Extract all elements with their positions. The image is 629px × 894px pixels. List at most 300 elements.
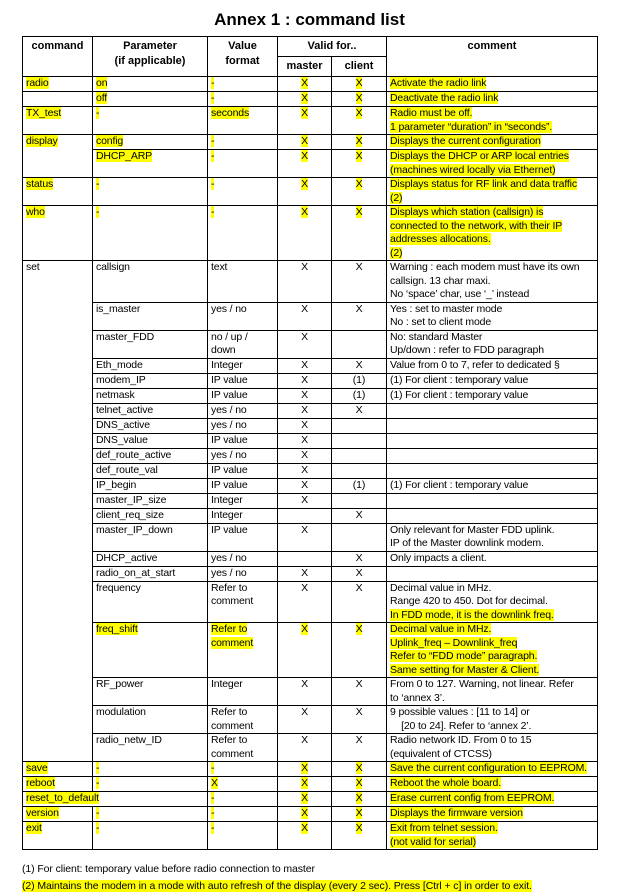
comment-cell <box>387 206 598 261</box>
client-line <box>335 678 383 692</box>
comment-cell <box>387 77 598 92</box>
client-line <box>335 150 383 164</box>
comment-line <box>390 692 594 706</box>
client-line <box>335 567 383 581</box>
master-cell <box>278 478 332 493</box>
client-text: X <box>356 92 363 104</box>
comment-cell <box>387 551 598 566</box>
command-line <box>26 762 89 776</box>
comment-text: addresses allocations. <box>390 233 491 245</box>
client-text: (1) <box>353 479 365 491</box>
master-text: X <box>301 762 308 774</box>
value-text: Refer to <box>211 582 247 594</box>
comment-line <box>390 331 594 345</box>
parameter-line <box>96 762 204 776</box>
value-line <box>211 734 274 748</box>
command-line <box>26 792 204 806</box>
value-text: Refer to <box>211 734 247 746</box>
comment-text: Same setting for Master & Client. <box>390 664 539 676</box>
value-cell <box>208 523 278 551</box>
master-text: X <box>301 479 308 491</box>
parameter-cell <box>93 478 208 493</box>
value-cell <box>208 433 278 448</box>
value-line <box>211 434 274 448</box>
comment-text: Displays the firmware version <box>390 807 523 819</box>
value-text: comment <box>211 720 253 732</box>
table-row <box>23 807 598 822</box>
parameter-line <box>96 359 204 373</box>
value-line <box>211 135 274 149</box>
master-line <box>281 92 328 106</box>
client-text: X <box>356 792 363 804</box>
master-cell <box>278 807 332 822</box>
master-line <box>281 150 328 164</box>
comment-cell <box>387 373 598 388</box>
comment-cell <box>387 706 598 734</box>
value-line <box>211 404 274 418</box>
value-line <box>211 762 274 776</box>
value-line <box>211 77 274 91</box>
master-cell <box>278 508 332 523</box>
client-cell <box>332 508 387 523</box>
value-text: Integer <box>211 494 243 506</box>
comment-text: (1) For client : temporary value <box>390 374 528 386</box>
master-line <box>281 582 328 596</box>
comment-line <box>390 135 594 149</box>
parameter-text: - <box>96 107 99 119</box>
client-line <box>335 135 383 149</box>
client-text: X <box>356 303 363 315</box>
master-cell <box>278 706 332 734</box>
value-cell <box>208 77 278 92</box>
client-cell <box>332 178 387 206</box>
parameter-line <box>96 777 204 791</box>
master-text: X <box>301 331 308 343</box>
master-text: X <box>301 524 308 536</box>
parameter-line <box>96 567 204 581</box>
master-text: X <box>301 107 308 119</box>
value-line <box>211 374 274 388</box>
value-line <box>211 706 274 720</box>
parameter-line <box>96 822 204 836</box>
comment-text: From 0 to 127. Warning, not linear. Refer <box>390 678 574 690</box>
header-value-line2: format <box>211 54 274 69</box>
master-cell <box>278 623 332 678</box>
command-text: TX_test <box>26 107 61 119</box>
master-cell <box>278 302 332 330</box>
value-line <box>211 678 274 692</box>
value-cell <box>208 493 278 508</box>
client-line <box>335 389 383 403</box>
parameter-line <box>96 678 204 692</box>
command-line <box>26 178 89 192</box>
master-cell <box>278 135 332 150</box>
parameter-line <box>96 449 204 463</box>
comment-line <box>390 664 594 678</box>
parameter-cell <box>93 463 208 478</box>
comment-cell <box>387 822 598 850</box>
client-text: X <box>356 509 363 521</box>
command-text: version <box>26 807 59 819</box>
value-cell <box>208 330 278 358</box>
parameter-cell <box>93 807 208 822</box>
table-row <box>23 478 598 493</box>
value-line <box>211 206 274 220</box>
master-cell <box>278 358 332 373</box>
master-text: X <box>301 582 308 594</box>
client-text: X <box>356 582 363 594</box>
command-cell <box>23 107 93 135</box>
parameter-text: - <box>96 807 99 819</box>
value-line <box>211 464 274 478</box>
comment-text: Radio must be off. <box>390 107 472 119</box>
parameter-cell <box>93 734 208 762</box>
value-line <box>211 595 274 609</box>
parameter-line <box>96 494 204 508</box>
comment-line <box>390 344 594 358</box>
parameter-cell <box>93 777 208 792</box>
value-text: - <box>211 807 214 819</box>
master-line <box>281 623 328 637</box>
client-text: (1) <box>353 389 365 401</box>
comment-line <box>390 678 594 692</box>
value-line <box>211 748 274 762</box>
master-cell <box>278 330 332 358</box>
value-line <box>211 331 274 345</box>
command-text: status <box>26 178 53 190</box>
value-text: yes / no <box>211 449 247 461</box>
master-text: X <box>301 77 308 89</box>
comment-line <box>390 479 594 493</box>
table-row <box>23 178 598 206</box>
value-cell <box>208 135 278 150</box>
value-cell <box>208 373 278 388</box>
client-line <box>335 509 383 523</box>
table-row <box>23 358 598 373</box>
client-text: X <box>356 77 363 89</box>
comment-line <box>390 164 594 178</box>
parameter-line <box>96 150 204 164</box>
parameter-line <box>96 419 204 433</box>
parameter-cell <box>93 388 208 403</box>
master-text: X <box>301 135 308 147</box>
value-text: - <box>211 150 214 162</box>
value-cell <box>208 777 278 792</box>
table-row <box>23 566 598 581</box>
client-line <box>335 706 383 720</box>
value-text: IP value <box>211 374 248 386</box>
comment-text: Radio network ID. From 0 to 15 <box>390 734 531 746</box>
value-text: comment <box>211 595 253 607</box>
client-cell <box>332 822 387 850</box>
table-row <box>23 551 598 566</box>
value-line <box>211 107 274 121</box>
comment-line <box>390 836 594 850</box>
client-cell <box>332 706 387 734</box>
value-line <box>211 419 274 433</box>
comment-line <box>390 748 594 762</box>
master-cell <box>278 734 332 762</box>
master-text: X <box>301 678 308 690</box>
comment-line <box>390 288 594 302</box>
parameter-line <box>96 107 204 121</box>
parameter-cell <box>93 493 208 508</box>
comment-text: Deactivate the radio link <box>390 92 498 104</box>
master-text: X <box>301 359 308 371</box>
master-text: X <box>301 623 308 635</box>
master-line <box>281 807 328 821</box>
parameter-cell <box>93 330 208 358</box>
client-text: X <box>356 404 363 416</box>
comment-line <box>390 316 594 330</box>
master-line <box>281 261 328 275</box>
table-row <box>23 581 598 623</box>
table-row <box>23 463 598 478</box>
master-cell <box>278 418 332 433</box>
parameter-line <box>96 135 204 149</box>
comment-cell <box>387 388 598 403</box>
comment-text: Uplink_freq – Downlink_freq <box>390 637 517 649</box>
table-row <box>23 448 598 463</box>
master-line <box>281 479 328 493</box>
header-parameter-line1: Parameter <box>96 39 204 54</box>
parameter-cell <box>93 135 208 150</box>
master-cell <box>278 777 332 792</box>
value-line <box>211 344 274 358</box>
parameter-text: RF_power <box>96 678 143 690</box>
parameter-text: radio_netw_ID <box>96 734 162 746</box>
header-comment-label: comment <box>390 39 594 54</box>
comment-cell <box>387 433 598 448</box>
client-cell <box>332 261 387 303</box>
client-cell <box>332 807 387 822</box>
master-cell <box>278 261 332 303</box>
master-cell <box>278 403 332 418</box>
value-text: - <box>211 792 214 804</box>
master-cell <box>278 792 332 807</box>
comment-line <box>390 706 594 720</box>
parameter-line <box>96 706 204 720</box>
client-line <box>335 777 383 791</box>
parameter-text: Eth_mode <box>96 359 143 371</box>
parameter-cell <box>93 566 208 581</box>
comment-line <box>390 609 594 623</box>
table-row <box>23 302 598 330</box>
value-cell <box>208 762 278 777</box>
master-cell <box>278 566 332 581</box>
client-text: X <box>356 807 363 819</box>
parameter-cell <box>93 678 208 706</box>
comment-line <box>390 524 594 538</box>
comment-text: 1 parameter “duration” in “seconds”. <box>390 121 552 133</box>
comment-line <box>390 552 594 566</box>
value-line <box>211 552 274 566</box>
command-line <box>26 807 89 821</box>
value-text: Integer <box>211 678 243 690</box>
master-text: X <box>301 389 308 401</box>
footnotes <box>22 861 612 894</box>
value-text: - <box>211 135 214 147</box>
client-text: X <box>356 135 363 147</box>
command-text: exit <box>26 822 42 834</box>
command-text: set <box>26 261 40 273</box>
comment-text: Displays which station (callsign) is <box>390 206 543 218</box>
comment-cell <box>387 150 598 178</box>
value-line <box>211 792 274 806</box>
value-text: yes / no <box>211 567 247 579</box>
comment-line <box>390 77 594 91</box>
value-line <box>211 389 274 403</box>
comment-line <box>390 734 594 748</box>
master-cell <box>278 178 332 206</box>
parameter-text: DHCP_ARP <box>96 150 152 162</box>
value-text: IP value <box>211 479 248 491</box>
master-text: X <box>301 206 308 218</box>
value-text: X <box>211 777 218 789</box>
comment-cell <box>387 92 598 107</box>
table-row <box>23 107 598 135</box>
client-cell <box>332 77 387 92</box>
master-line <box>281 734 328 748</box>
parameter-line <box>96 807 204 821</box>
master-cell <box>278 678 332 706</box>
master-line <box>281 449 328 463</box>
client-cell <box>332 463 387 478</box>
header-master: master <box>278 57 332 77</box>
value-line <box>211 807 274 821</box>
comment-text: Range 420 to 450. Dot for decimal. <box>390 595 548 607</box>
client-cell <box>332 566 387 581</box>
parameter-text: master_FDD <box>96 331 154 343</box>
client-cell <box>332 388 387 403</box>
client-cell <box>332 150 387 178</box>
client-line <box>335 792 383 806</box>
table-header <box>23 37 598 77</box>
command-cell <box>23 178 93 206</box>
value-cell <box>208 706 278 734</box>
comment-text: [20 to 24]. Refer to ‘annex 2’. <box>390 720 531 732</box>
comment-line <box>390 374 594 388</box>
master-text: X <box>301 706 308 718</box>
footnote-2-text: (2) Maintains the modem in a mode with auto refresh of the display (every 2 sec). Press [Ctrl + c] in order to exit. <box>22 880 532 892</box>
table-row <box>23 135 598 150</box>
comment-text: Erase current config from EEPROM. <box>390 792 554 804</box>
comment-line <box>390 206 594 220</box>
client-line <box>335 807 383 821</box>
value-line <box>211 822 274 836</box>
comment-text: Displays the DHCP or ARP local entries <box>390 150 569 162</box>
value-line <box>211 479 274 493</box>
value-cell <box>208 92 278 107</box>
comment-cell <box>387 623 598 678</box>
value-text: - <box>211 77 214 89</box>
client-text: X <box>356 261 363 273</box>
client-cell <box>332 358 387 373</box>
parameter-cell <box>93 551 208 566</box>
client-line <box>335 762 383 776</box>
table-row <box>23 822 598 850</box>
comment-text: Only relevant for Master FDD uplink. <box>390 524 554 536</box>
table-row <box>23 493 598 508</box>
value-cell <box>208 478 278 493</box>
client-cell <box>332 623 387 678</box>
parameter-line <box>96 582 204 596</box>
comment-line <box>390 275 594 289</box>
value-cell <box>208 206 278 261</box>
comment-text: No: standard Master <box>390 331 482 343</box>
value-line <box>211 637 274 651</box>
master-cell <box>278 463 332 478</box>
command-line <box>26 777 89 791</box>
parameter-cell <box>93 706 208 734</box>
comment-cell <box>387 403 598 418</box>
command-cell <box>23 206 93 261</box>
parameter-cell <box>93 623 208 678</box>
comment-line <box>390 359 594 373</box>
master-text: X <box>301 261 308 273</box>
comment-line <box>390 121 594 135</box>
parameter-cell <box>93 77 208 92</box>
master-line <box>281 303 328 317</box>
parameter-text: client_req_size <box>96 509 164 521</box>
client-cell <box>332 302 387 330</box>
comment-text: No ‘space’ char, use ‘_’ instead <box>390 288 529 300</box>
value-cell <box>208 581 278 623</box>
table-row <box>23 762 598 777</box>
client-cell <box>332 418 387 433</box>
value-text: Integer <box>211 509 243 521</box>
master-line <box>281 178 328 192</box>
value-cell <box>208 261 278 303</box>
parameter-cell <box>93 448 208 463</box>
client-text: X <box>356 762 363 774</box>
header-command <box>23 37 93 77</box>
client-cell <box>332 448 387 463</box>
master-line <box>281 567 328 581</box>
comment-cell <box>387 261 598 303</box>
master-line <box>281 331 328 345</box>
comment-text: Displays the current configuration <box>390 135 541 147</box>
master-text: X <box>301 777 308 789</box>
value-cell <box>208 734 278 762</box>
value-cell <box>208 807 278 822</box>
comment-text: (equivalent of CTCSS) <box>390 748 492 760</box>
table-row <box>23 92 598 107</box>
comment-text: Reboot the whole board. <box>390 777 501 789</box>
comment-text: (1) For client : temporary value <box>390 389 528 401</box>
comment-line <box>390 220 594 234</box>
value-line <box>211 92 274 106</box>
value-text: Integer <box>211 359 243 371</box>
table-row <box>23 150 598 178</box>
master-cell <box>278 551 332 566</box>
client-cell <box>332 581 387 623</box>
comment-cell <box>387 734 598 762</box>
value-cell <box>208 623 278 678</box>
master-text: X <box>301 792 308 804</box>
master-cell <box>278 150 332 178</box>
value-text: IP value <box>211 464 248 476</box>
parameter-text: - <box>96 777 99 789</box>
comment-line <box>390 178 594 192</box>
master-cell <box>278 523 332 551</box>
parameter-cell <box>93 433 208 448</box>
master-line <box>281 792 328 806</box>
value-cell <box>208 150 278 178</box>
client-cell <box>332 678 387 706</box>
command-text: radio <box>26 77 49 89</box>
comment-text: (2) <box>390 247 402 259</box>
